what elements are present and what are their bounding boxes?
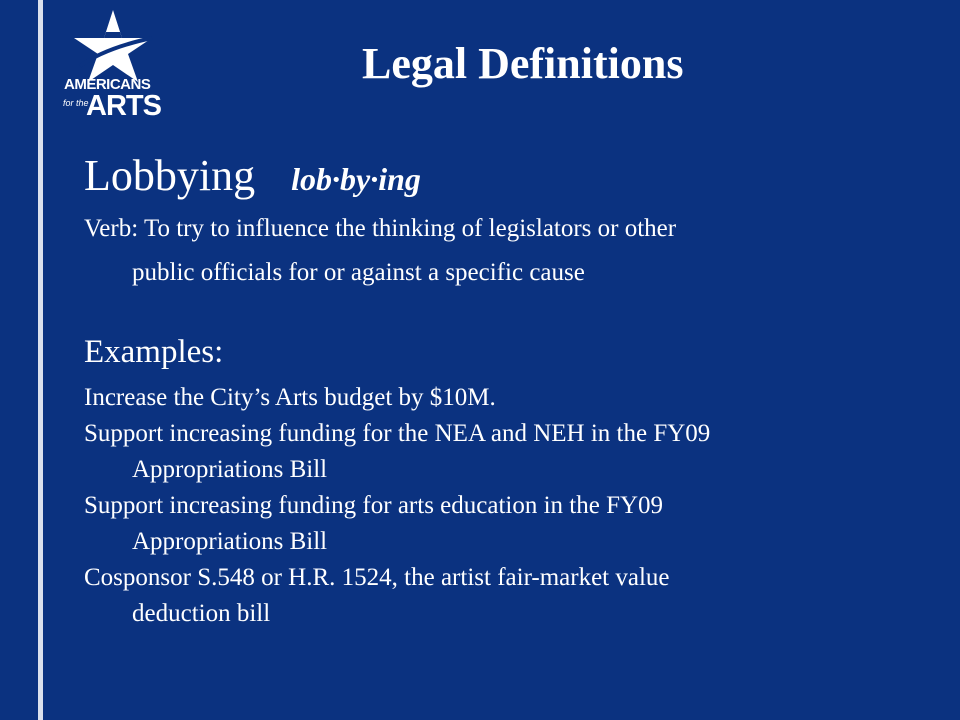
term-pronunciation: lob·by·ing: [291, 161, 421, 197]
term-heading: [84, 150, 421, 201]
example-item-4-continued: deduction bill: [132, 600, 271, 627]
example-item-2: Support increasing funding for the NEA and NEH in the FY09: [84, 420, 711, 447]
definition: [84, 207, 676, 295]
logo-text-arts: ARTS: [86, 90, 161, 122]
logo-text-americans: AMERICANS: [64, 76, 151, 93]
example-item-4: Cosponsor S.548 or H.R. 1524, the artist fair-market value: [84, 564, 670, 591]
examples-list: [84, 380, 710, 632]
left-border-strip: [0, 0, 48, 720]
definition-line-1: Verb: To try to influence the thinking of legislators or other: [84, 215, 677, 242]
example-item-1: Increase the City’s Arts budget by $10M.: [84, 384, 496, 411]
definition-line-2: public officials for or against a specific cause: [132, 259, 585, 286]
example-item-3: Support increasing funding for arts education in the FY09: [84, 492, 664, 519]
americans-for-the-arts-logo: [60, 8, 170, 126]
example-item-2-continued: Appropriations Bill: [132, 456, 328, 483]
slide-title: Legal Definitions: [362, 39, 684, 88]
example-item-3-continued: Appropriations Bill: [132, 528, 328, 555]
left-border-line: [38, 0, 43, 720]
term-word: Lobbying: [84, 151, 256, 200]
examples-heading: Examples:: [84, 334, 224, 370]
logo-text-for-the: for the: [63, 98, 89, 108]
